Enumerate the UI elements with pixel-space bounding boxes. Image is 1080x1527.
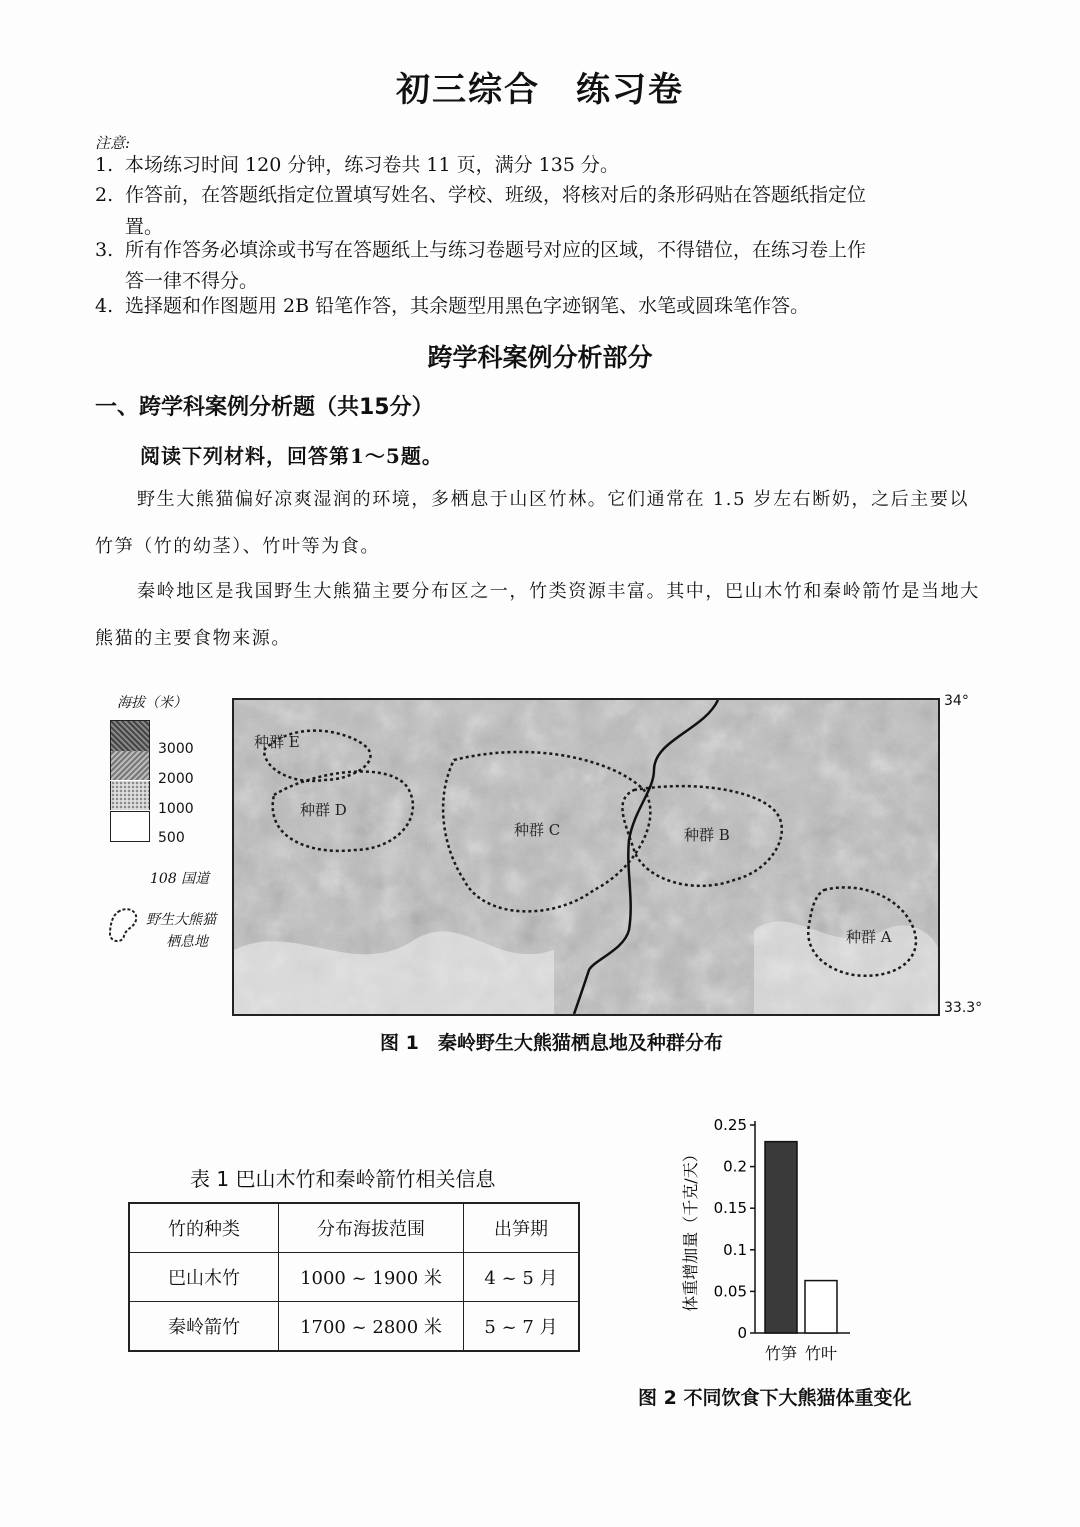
weight-gain-chart <box>660 1110 860 1370</box>
habitat-outline-icon <box>104 906 144 946</box>
paragraph-2: 秦岭地区是我国野生大熊猫主要分布区之一，竹类资源丰富。其中，巴山木竹和秦岭箭竹是当地大熊猫的主要食物来源。 <box>95 581 980 649</box>
table-header: 竹的种类 <box>129 1203 279 1253</box>
bamboo-info-table <box>128 1202 580 1352</box>
notice-text: 本场练习时间 120 分钟，练习卷共 11 页，满分 135 分。 <box>125 154 619 176</box>
legend-level: 2000 <box>158 771 194 787</box>
population-label: 种群 C <box>514 821 561 839</box>
table-row <box>129 1302 579 1352</box>
legend-habitat-label-1: 野生大熊猫 <box>146 912 216 928</box>
notice-text: 作答前，在答题纸指定位置填写姓名、学校、班级，将核对后的条形码贴在答题纸指定位 <box>125 184 867 206</box>
notice-num: 1. <box>95 154 114 176</box>
instruction: 阅读下列材料，回答第1～5题。 <box>140 444 443 468</box>
population-label: 种群 E <box>254 733 300 751</box>
notice-item-3 <box>95 237 866 264</box>
y-axis-label: 体重增加量（千克/天） <box>681 1146 700 1312</box>
x-tick-label: 竹笋 <box>764 1344 798 1363</box>
bar <box>765 1142 797 1333</box>
population-label: 种群 B <box>684 826 730 844</box>
legend-swatch-2000 <box>110 751 150 780</box>
latitude-bottom: 33.3° <box>944 1000 983 1016</box>
bar <box>805 1281 837 1333</box>
y-tick-label: 0.15 <box>713 1199 747 1218</box>
y-tick-label: 0.05 <box>713 1282 747 1301</box>
legend-swatch-1000 <box>110 781 150 810</box>
table-row <box>129 1253 579 1302</box>
notice-item-4 <box>95 293 809 320</box>
habitat-map <box>232 698 940 1016</box>
legend-title: 海拔（米） <box>117 695 187 711</box>
section-title: 跨学科案例分析部分 <box>427 343 653 372</box>
population-label: 种群 A <box>846 928 892 946</box>
page-title: 初三综合 练习卷 <box>396 70 684 110</box>
notice-text: 所有作答务必填涂或书写在答题纸上与练习卷题号对应的区域，不得错位，在练习卷上作 <box>125 239 867 261</box>
table-cell: 4 ~ 5 月 <box>464 1253 580 1302</box>
table-cell: 1000 ~ 1900 米 <box>279 1253 464 1302</box>
y-tick-label: 0.25 <box>713 1116 747 1134</box>
paragraph-1: 野生大熊猫偏好凉爽湿润的环境，多栖息于山区竹林。它们通常在 1.5 岁左右断奶，之后主要以竹笋（竹的幼茎）、竹叶等为食。 <box>95 489 970 557</box>
y-tick-label: 0.2 <box>723 1157 747 1176</box>
legend-level: 500 <box>158 830 185 846</box>
table-header-row <box>129 1203 579 1253</box>
y-tick-label: 0 <box>737 1324 747 1342</box>
legend-swatch-500 <box>110 811 150 842</box>
x-tick-label: 竹叶 <box>804 1344 838 1363</box>
notice-item-1 <box>95 152 619 179</box>
table-cell: 1700 ~ 2800 米 <box>279 1302 464 1352</box>
notice-num: 2. <box>95 184 114 206</box>
notice-item-2 <box>95 182 866 209</box>
table-cell: 5 ~ 7 月 <box>464 1302 580 1352</box>
terrain-map <box>234 700 938 1014</box>
y-tick-label: 0.1 <box>723 1240 747 1259</box>
notice-num: 4. <box>95 295 114 317</box>
legend-habitat-label-2: 栖息地 <box>166 934 208 950</box>
notice-text: 选择题和作图题用 2B 铅笔作答，其余题型用黑色字迹钢笔、水笔或圆珠笔作答。 <box>125 295 810 317</box>
table-1-caption: 表 1 巴山木竹和秦岭箭竹相关信息 <box>190 1167 496 1191</box>
notice-heading: 注意: <box>95 134 131 152</box>
table-cell: 秦岭箭竹 <box>129 1302 279 1352</box>
notice-item-2-cont: 置。 <box>125 216 164 238</box>
latitude-top: 34° <box>944 693 969 709</box>
population-label: 种群 D <box>300 801 347 819</box>
figure-2-caption: 图 2 不同饮食下大熊猫体重变化 <box>638 1387 912 1409</box>
legend-road-label: 108 国道 <box>150 871 210 887</box>
legend-level: 1000 <box>158 801 194 817</box>
legend-swatch-3000 <box>110 720 150 751</box>
notice-num: 3. <box>95 239 114 261</box>
table-header: 分布海拔范围 <box>279 1203 464 1253</box>
legend-level: 3000 <box>158 741 194 757</box>
notice-item-3-cont: 答一律不得分。 <box>125 270 259 292</box>
table-cell: 巴山木竹 <box>129 1253 279 1302</box>
question-heading: 一、跨学科案例分析题（共15分） <box>95 395 434 420</box>
figure-1-caption: 图 1 秦岭野生大熊猫栖息地及种群分布 <box>380 1032 723 1054</box>
table-header: 出笋期 <box>464 1203 580 1253</box>
